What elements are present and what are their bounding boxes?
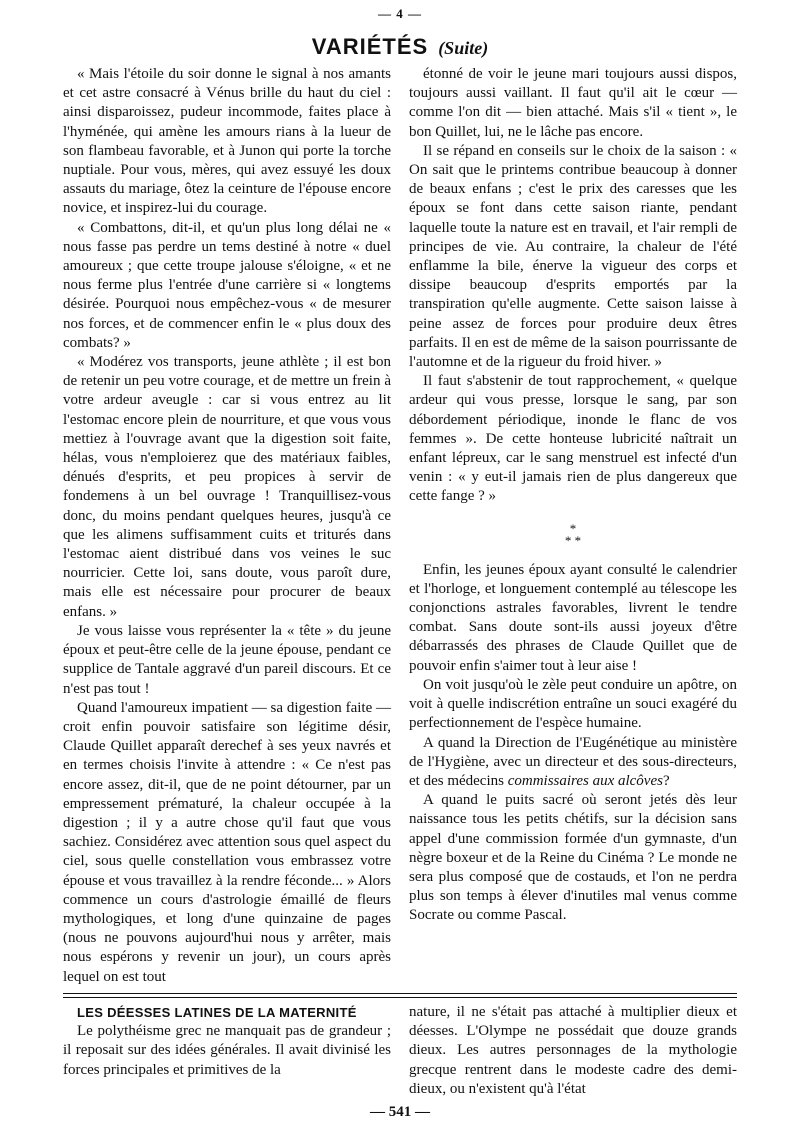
left-column-top (63, 65, 391, 987)
asterism-stars-row (409, 532, 737, 548)
paragraph: Il se répand en conseils sur le choix de la saison : « On sait que le printems contribue beaucoup à donner de beaux enfans ; c'est le prix des caresses que les époux se font dans cette saison riante, pendant laquelle toute la nature est en travail, et l'air rempli de principes de vie. Au contraire, la chaleur de l'été enflamme la bile, énerve la vigueur des corps et dissipe beaucoup d'esprits emportés par la transpiration qu'elle augmente. Cette saison laisse à peine assez de forces pour produire deux êtres parfaits. Il en est de même de la saison pourrissante de l'automne et de la rigueur du froid hiver. » (409, 142, 737, 371)
eugenics-emphasis: commissaires aux alcôves (507, 772, 663, 789)
paragraph: Il faut s'abstenir de tout rapprochement, « quelque ardeur qui vous presse, lorsque le sang, par son débordement périodique, inonde le flanc de vos femmes ». De cette honteuse lubricité naîtrait un enfant lépreux, car le sang menstruel est infecté d'un venin : « y eut-il jamais rien de plus dangereux que cette fange ? » (409, 373, 737, 505)
right-column-bottom (409, 1003, 737, 1099)
section-divider (63, 997, 737, 998)
page-number: — 541 — (370, 1104, 430, 1120)
paragraph: Le polythéisme grec ne manquait pas de grandeur ; il reposait sur des idées générales. Il avait divinisé les forces principales et primitives de la (63, 1023, 391, 1078)
top-mark: — 4 — (378, 6, 422, 21)
paragraph: « Mais l'étoile du soir donne le signal à nos amants et cet astre consacré à Vénus brille du haut du ciel : ainsi disparoissez, pudeur incommode, faites place à l'hyménée, qui amène les amours rians à la lueur de son flambeau favorable, et à Junon qui porte la torche nuptiale. Pour vous, mères, qui avez essuyé les doux assauts du mariage, ôtez la ceinture de l'épouse encore novice, et inspirez-lui du courage. (63, 66, 391, 217)
paragraph: Je vous laisse vous représenter la « tête » du jeune époux et peut-être celle de la jeune épouse, pendant ce supplice de Tantale aggravé d'un pareil discours. Et ce n'est pas tout ! (63, 622, 391, 697)
paragraph: On voit jusqu'où le zèle peut conduire un apôtre, on voit à quelle indiscrétion entraîne un souci exagéré du perfectionnement de l'espèce humaine. (409, 676, 737, 732)
asterism-divider (409, 520, 737, 548)
eugenics-text: A quand la Direction de l'Eugénétique au ministère de l'Hygiène, avec un directeur et des sous-directeurs, et des médecins (409, 734, 737, 789)
asterism-star: * (564, 532, 572, 548)
paragraph: nature, il ne s'était pas attaché à multiplier dieux et déesses. L'Olympe ne possédait que douze grands dieux. Les autres personnages de la mythologie grecque rentrent dans le modeste cadre des demi-dieux, ou n'existent qu'à l'état (409, 1004, 737, 1097)
section-subtitle: (Suite) (438, 38, 489, 58)
paragraph: « Combattons, dit-il, et qu'un plus long délai ne « nous fasse pas perdre un tems destiné à notre « duel amoureux ; que cette troupe jalouse s'éloigne, « et ne nous ferme plus l'entrée d'une carrière si « longtems désirée. Pourquoi nous empêchez-vous « de mesurer nos forces, et de commencer enfin le « plus doux des combats? » (63, 219, 391, 351)
asterism-star: * (569, 520, 577, 536)
article-title: LES DÉESSES LATINES DE LA MATERNITÉ (77, 1005, 357, 1020)
paragraph: Quand l'amoureux impatient — sa digestion faite — croit enfin pouvoir satisfaire son légitime désir, Claude Quillet apparaît derechef à ses yeux navrés et en termes choisis l'invite à attendre : « Ce n'est pas encore assez, dit-il, que de ne point détourner, par un empressement prématuré, la chaleur occupée à la digestion ; il y a autre chose qu'il faut que vous sachiez. Considérez avec attention sous quel aspect du ciel, sous quelle constellation vous embrassez votre épouse et vous travaillez à la rendre féconde... » Alors commence un cours d'astrologie émaillé de fleurs mythologiques, et long d'une quinzaine de pages (nous ne pouvons aujourd'hui nous y arrêter, mais nous espérons y revenir un jour), un cours après lequel on est tout (63, 699, 391, 985)
section-title: VARIÉTÉS (311, 34, 429, 59)
eugenics-end: ? (662, 772, 670, 789)
right-column-top (409, 65, 737, 926)
paragraph: A quand le puits sacré où seront jetés dès leur naissance tous les petits chétifs, sur la décision sans appel d'une commission formée d'un gymnaste, d'un nègre boxeur et de la Reine du Cinéma ? Le monde ne sera plus composé que de costauds, et l'on ne perdra plus son temps à élever d'inutiles mal venus comme Socrate ou comme Pascal. (409, 792, 737, 924)
section-divider (63, 993, 737, 994)
section-header (0, 34, 800, 60)
paragraph: Enfin, les jeunes époux ayant consulté le calendrier et l'horloge, et longuement contemplé au télescope les conjonctions astrales favorables, livrent le tendre combat. Sans doute sont-ils aussi joyeux d'être débarrassés des phrases de Claude Quillet que de pouvoir enfin s'aimer tout à leur aise ! (409, 561, 737, 674)
asterism-star: * (574, 532, 582, 548)
paragraph-eugenics (409, 734, 737, 792)
left-column-bottom (63, 1003, 391, 1080)
paragraph: étonné de voir le jeune mari toujours aussi dispos, toujours aussi vaillant. Il faut qu'il ait le cœur — comme l'on dit — bien attaché. Mais s'il « tient », le bon Quillet, lui, ne le lâche pas encore. (409, 66, 737, 140)
paragraph: « Modérez vos transports, jeune athlète ; il est bon de retenir un peu votre courage, et de mettre un frein à votre ardeur aveugle : car si vous entrez au lit l'estomac encore plein de nourriture, et que vous vous mettiez à l'ouvrage avant que la digestion soit faite, hélas, vous n'emploierez que des matériaux faibles, dénués d'esprits, et peu propices à servir de fondemens à un bel ouvrage ! Tranquillisez-vous donc, du moins pendant quelques heures, jusqu'à ce que les alimens suffisamment cuits et triturés dans l'estomac aient distribué dans vos veines le suc nourricier. Cette loi, sans doute, vous paroît dure, mais elle est nécessaire pour procurer de beaux enfans. » (63, 354, 391, 620)
